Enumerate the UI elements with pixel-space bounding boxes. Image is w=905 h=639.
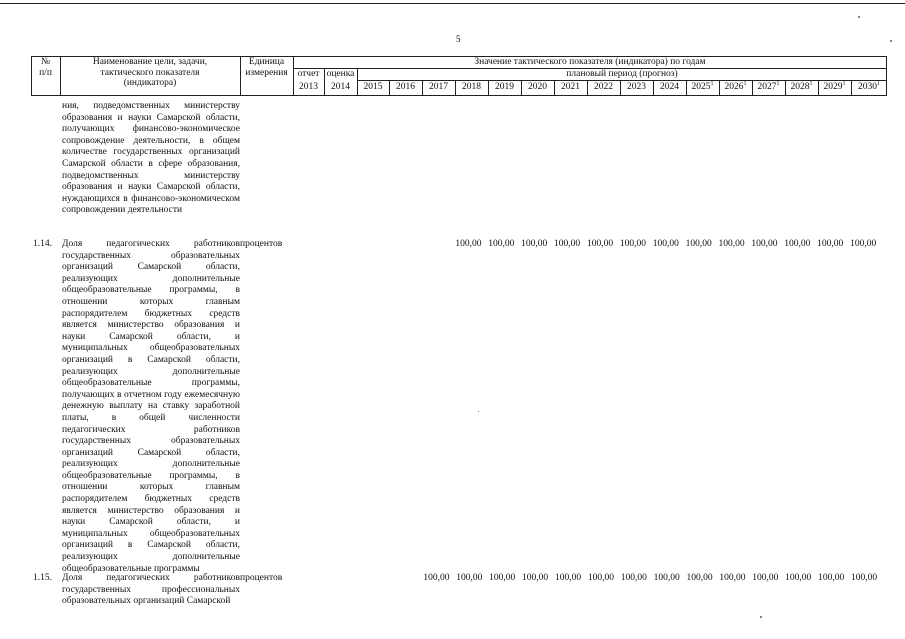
year-label: 2026 (724, 82, 744, 92)
year-2017: 2017 (429, 82, 448, 92)
top-border-line (0, 3, 905, 4)
year-2018: 2018 (462, 82, 481, 92)
row-description: Доля педагогических работников государственных образовательных организаций Самарской области, реализующих дополнительные общеобразовательные программы, в отношении которых главным распорядителем бюджетных средств является министерство образования и науки Самарской области, и муниципальных общеобразовательных организаций в Самарской области, реализующих дополнительные общеобразовательные программы, получающих в отчетном году ежемесячную денежную выплату на ставку заработной платы, в общей численности педагогических работников государственных образовательных организаций Самарской области, реализующих дополнительные общеобразовательные программы, в отношении которых главным распорядителем бюджетных средств является министерство образования и науки Самарской области, и муниципальных общеобразовательных организаций в Самарской области, реализующих дополнительные общеобразовательные программы (62, 239, 240, 574)
header-unit (240, 57, 293, 78)
year-2025 (686, 82, 719, 92)
year-label: 2029 (823, 82, 843, 92)
value-cell: 100,00 (488, 239, 515, 249)
value-cell: 100,00 (587, 573, 614, 583)
row-description: Доля педагогических работников государственных профессиональных образовательных организаций Самарской (62, 573, 240, 607)
page-number: 5 (456, 34, 461, 44)
year-label: 2028 (790, 82, 810, 92)
value-cell: 100,00 (686, 573, 713, 583)
value-cell: 100,00 (619, 239, 646, 249)
value-cell: 100,00 (785, 573, 812, 583)
header-divider (357, 80, 887, 81)
year-2029 (818, 82, 851, 92)
year-label: 2025 (691, 82, 711, 92)
year-2021: 2021 (561, 82, 580, 92)
header-name-line: Наименование цели, задачи, (92, 57, 208, 67)
row-number: 1.14. (33, 239, 52, 249)
row-values (420, 573, 880, 583)
footnote-mark: 1 (809, 80, 813, 87)
year-2022: 2022 (594, 82, 613, 92)
header-report: отчет (297, 69, 320, 79)
value-cell: 100,00 (522, 573, 549, 583)
header-name-line: (индикатора) (123, 78, 177, 88)
year-2019: 2019 (495, 82, 514, 92)
header-unit-line: измерения (245, 67, 288, 78)
header-plan-period: плановый период (прогноз) (566, 69, 678, 79)
year-2028 (785, 82, 818, 92)
year-2023: 2023 (627, 82, 646, 92)
header-values-title: Значение тактического показателя (индикатора) по годам (474, 57, 706, 67)
year-2020: 2020 (528, 82, 547, 92)
value-cell: 100,00 (455, 239, 482, 249)
year-2016: 2016 (396, 82, 415, 92)
value-cell: 100,00 (653, 573, 680, 583)
footnote-mark: 1 (710, 80, 714, 87)
value-cell: 100,00 (718, 239, 745, 249)
year-2030 (851, 82, 887, 92)
scan-speck (478, 411, 479, 412)
value-cell: 100,00 (554, 573, 582, 583)
year-2027 (752, 82, 785, 92)
scan-speck (858, 16, 860, 18)
header-num-line: № (40, 57, 51, 67)
year-label: 2027 (757, 82, 777, 92)
header-name (60, 57, 240, 89)
value-cell: 100,00 (586, 239, 614, 249)
value-cell: 100,00 (751, 239, 778, 249)
value-cell: 100,00 (620, 573, 647, 583)
value-cell: 100,00 (554, 239, 581, 249)
value-cell: 100,00 (817, 239, 844, 249)
value-cell: 100,00 (850, 239, 877, 249)
year-2014: 2014 (331, 82, 350, 92)
year-2024: 2024 (660, 82, 679, 92)
value-cell: 100,00 (423, 573, 450, 583)
scan-speck (890, 40, 892, 42)
footnote-mark: 1 (776, 80, 780, 87)
continuation-text: ния, подведомственных министерству образования и науки Самарской области, получающих финансово-экономическое сопровождение деятельности, в общем количестве государственных организаций Самарской области в сфере образования, подведомственных министерству образования и науки Самарской области, нуждающихся в финансово-экономическом сопровождении деятельности (62, 101, 240, 216)
row-values (452, 239, 880, 249)
year-2013: 2013 (299, 82, 318, 92)
year-label: 2030 (858, 82, 877, 92)
row-unit: процентов (240, 239, 283, 249)
footnote-mark: 1 (877, 80, 880, 87)
value-cell: 100,00 (652, 239, 679, 249)
row-number: 1.15. (33, 573, 52, 583)
year-2026 (719, 82, 752, 92)
header-estimate: оценка (326, 69, 355, 79)
value-cell: 100,00 (818, 573, 845, 583)
year-2015: 2015 (363, 82, 383, 92)
value-cell: 100,00 (489, 573, 516, 583)
footnote-mark: 1 (842, 80, 846, 87)
row-unit: процентов (240, 573, 283, 583)
value-cell: 100,00 (685, 239, 712, 249)
value-cell: 100,00 (521, 239, 548, 249)
header-num-line: п/п (39, 67, 52, 78)
value-cell: 100,00 (719, 573, 746, 583)
value-cell: 100,00 (784, 239, 811, 249)
header-unit-line: Единица (248, 57, 285, 67)
header-num (31, 57, 60, 78)
value-cell: 100,00 (456, 573, 483, 583)
footnote-mark: 1 (743, 80, 747, 87)
scan-speck (760, 616, 762, 618)
value-cell: 100,00 (850, 573, 878, 583)
header-name-line: тактического показателя (100, 67, 200, 78)
value-cell: 100,00 (752, 573, 779, 583)
